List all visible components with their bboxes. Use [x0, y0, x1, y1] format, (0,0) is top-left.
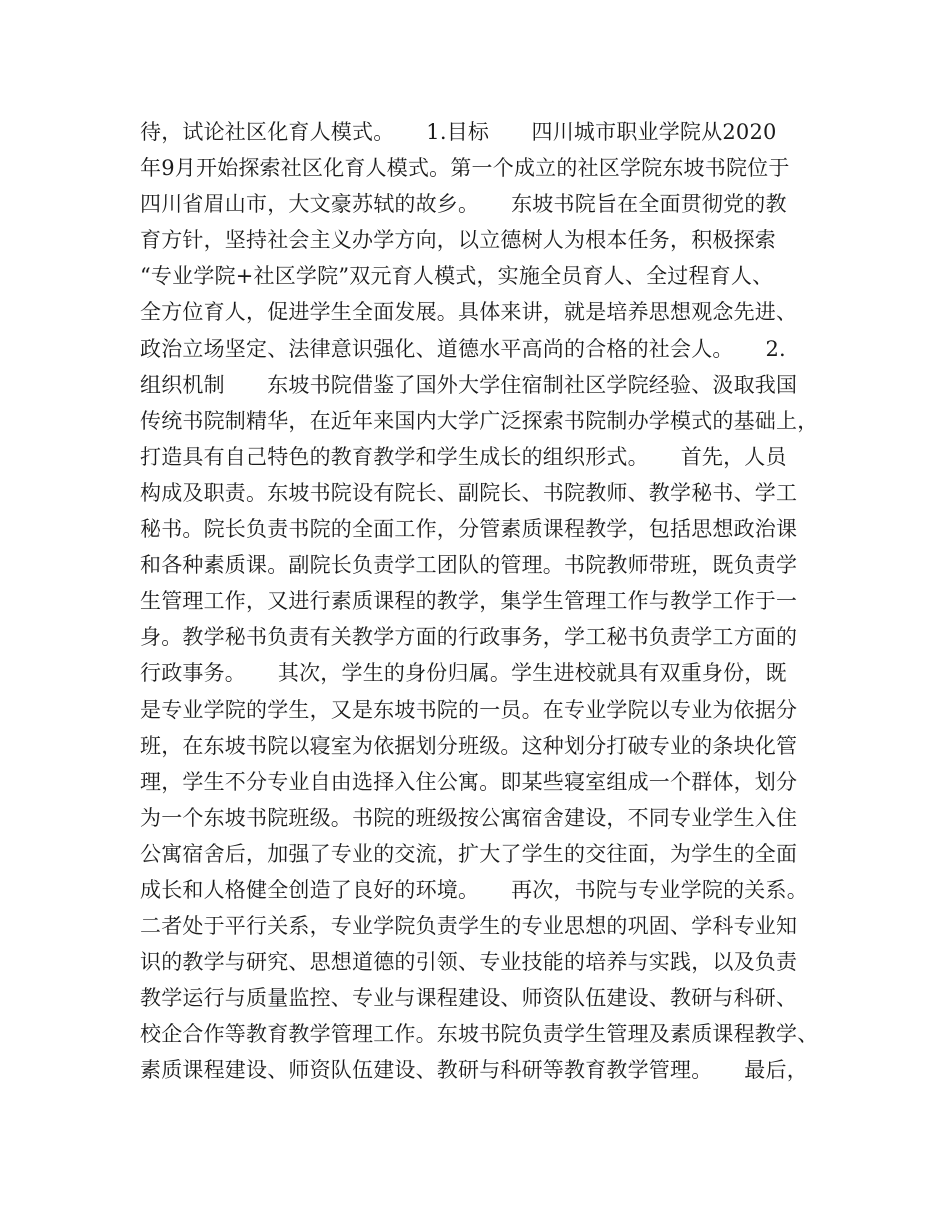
text-line: 是专业学院的学生，又是东坡书院的一员。在专业学院以专业为依据分 — [140, 697, 798, 722]
text-line: 秘书。院长负责书院的全面工作，分管素质课程教学，包括思想政治课 — [140, 517, 798, 542]
text-line: 打造具有自己特色的教育教学和学生成长的组织形式。 首先，人员 — [140, 444, 787, 469]
text-line: 二者处于平行关系，专业学院负责学生的专业思想的巩固、学科专业知 — [140, 914, 798, 939]
text-line: 待，试论社区化育人模式。 1.目标 四川城市职业学院从2020 — [140, 120, 777, 144]
text-line: 年9月开始探索社区化育人模式。第一个成立的社区学院东坡书院位于 — [140, 156, 790, 181]
text-line: 传统书院制精华，在近年来国内大学广泛探索书院制办学模式的基础上， — [140, 408, 819, 433]
text-line: 和各种素质课。副院长负责学工团队的管理。书院教师带班，既负责学 — [140, 553, 798, 578]
text-line: 身。教学秘书负责有关教学方面的行政事务，学工秘书负责学工方面的 — [140, 625, 798, 650]
text-line: 理，学生不分专业自由选择入住公寓。即某些寝室组成一个群体，划分 — [140, 769, 798, 794]
text-line: “专业学院+社区学院”双元育人模式，实施全员育人、全过程育人、 — [140, 264, 774, 289]
text-line: 班，在东坡书院以寝室为依据划分班级。这种划分打破专业的条块化管 — [140, 733, 798, 758]
text-line: 行政事务。 其次，学生的身份归属。学生进校就具有双重身份，既 — [140, 661, 787, 686]
text-line: 生管理工作，又进行素质课程的教学，集学生管理工作与教学工作于一 — [140, 589, 798, 614]
text-line: 教学运行与质量监控、专业与课程建设、师资队伍建设、教研与科研、 — [140, 986, 798, 1011]
text-line: 全方位育人，促进学生全面发展。具体来讲，就是培养思想观念先进、 — [140, 300, 798, 325]
text-line: 为一个东坡书院班级。书院的班级按公寓宿舍建设，不同专业学生入住 — [140, 805, 798, 830]
body-text — [140, 114, 840, 1089]
text-line: 校企合作等教育教学管理工作。东坡书院负责学生管理及素质课程教学、 — [140, 1022, 819, 1047]
text-line: 政治立场坚定、法律意识强化、道德水平高尚的合格的社会人。 2. — [140, 336, 786, 361]
text-line: 组织机制 东坡书院借鉴了国外大学住宿制社区学院经验、汲取我国 — [140, 372, 798, 397]
text-line: 构成及职责。东坡书院设有院长、副院长、书院教师、教学秘书、学工 — [140, 480, 798, 505]
text-line: 育方针，坚持社会主义办学方向，以立德树人为根本任务，积极探索 — [140, 228, 776, 253]
text-line: 公寓宿舍后，加强了专业的交流，扩大了学生的交往面，为学生的全面 — [140, 841, 798, 866]
text-line: 成长和人格健全创造了良好的环境。 再次，书院与专业学院的关系。 — [140, 877, 808, 902]
text-line: 素质课程建设、师资队伍建设、教研与科研等教育教学管理。 最后， — [140, 1058, 808, 1083]
text-line: 识的教学与研究、思想道德的引领、专业技能的培养与实践，以及负责 — [140, 950, 798, 975]
text-line: 四川省眉山市，大文豪苏轼的故乡。 东坡书院旨在全面贯彻党的教 — [140, 192, 787, 217]
